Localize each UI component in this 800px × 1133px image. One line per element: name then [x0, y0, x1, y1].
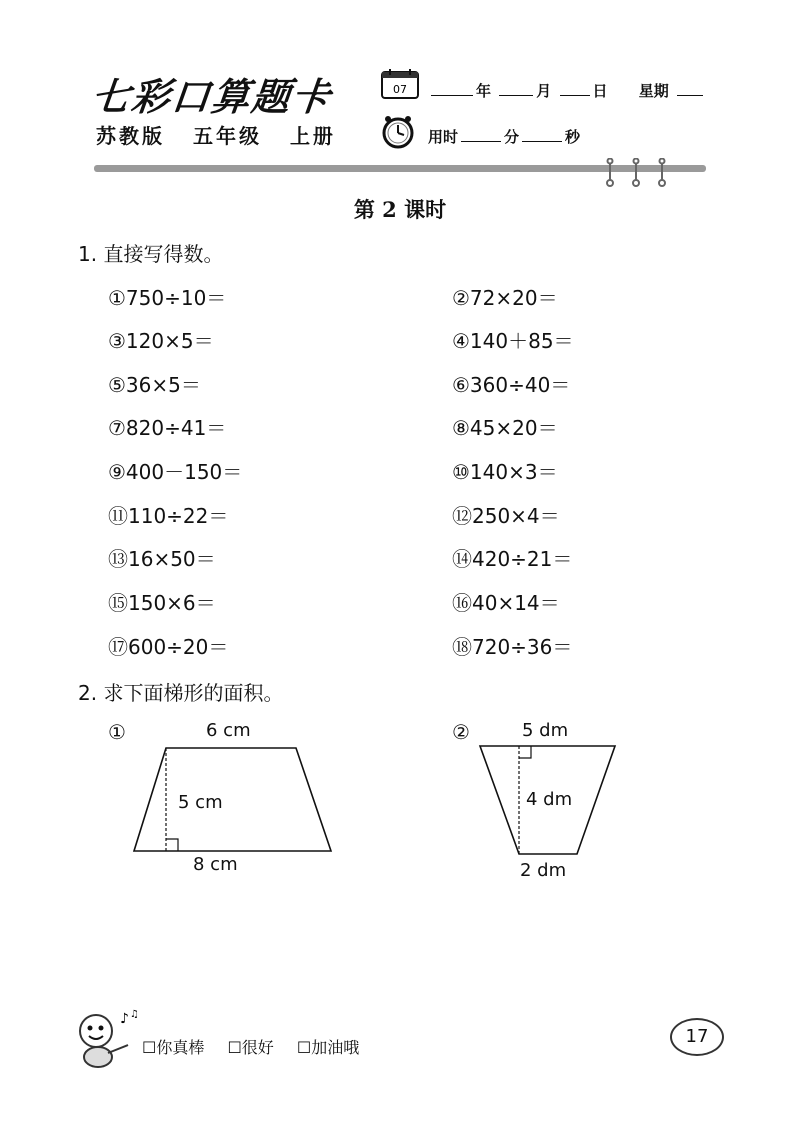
- check-good[interactable]: ☐很好: [227, 1038, 274, 1057]
- trapezoid-1-figure: [130, 745, 336, 855]
- edition-grade: 五年级: [192, 124, 262, 148]
- check-great[interactable]: ☐你真棒: [142, 1038, 205, 1057]
- month-label: 月: [536, 82, 552, 100]
- clock-icon: [380, 114, 416, 150]
- problem-7: ⑦820÷41＝: [108, 416, 227, 440]
- year-blank[interactable]: [431, 81, 473, 96]
- day-blank[interactable]: [560, 81, 590, 96]
- trapezoid-1-top-label: 6 cm: [206, 720, 251, 741]
- check-good-label: 很好: [241, 1038, 274, 1057]
- check-great-label: 你真棒: [156, 1038, 205, 1057]
- minutes-blank[interactable]: [461, 127, 501, 142]
- figure-1-marker: ①: [108, 720, 126, 744]
- weekday-blank[interactable]: [677, 81, 703, 96]
- year-label: 年: [476, 82, 492, 100]
- svg-text:♫: ♫: [130, 1009, 139, 1020]
- problem-5: ⑤36×5＝: [108, 373, 201, 397]
- calendar-label: 07: [393, 83, 407, 96]
- time-fields: [428, 126, 580, 147]
- problem-16: ⑯40×14＝: [452, 591, 560, 615]
- brand-title: 七彩口算题卡: [89, 74, 335, 119]
- problem-4: ④140＋85＝: [452, 329, 574, 353]
- problem-1: ①750÷10＝: [108, 286, 227, 310]
- month-blank[interactable]: [499, 81, 533, 96]
- problem-11: ⑪110÷22＝: [108, 504, 229, 528]
- problem-17: ⑰600÷20＝: [108, 635, 229, 659]
- problem-12: ⑫250×4＝: [452, 504, 560, 528]
- figure-2-marker: ②: [452, 720, 470, 744]
- problem-2: ②72×20＝: [452, 286, 558, 310]
- edition-info: [96, 120, 354, 149]
- mascot-icon: [70, 1005, 140, 1070]
- problem-8: ⑧45×20＝: [452, 416, 558, 440]
- problem-10: ⑩140×3＝: [452, 460, 558, 484]
- svg-text:♪: ♪: [120, 1011, 129, 1027]
- trapezoid-1-bottom-label: 8 cm: [193, 854, 238, 875]
- trapezoid-2-top-label: 5 dm: [522, 720, 569, 741]
- edition-publisher: 苏教版: [96, 124, 165, 148]
- problem-15: ⑮150×6＝: [108, 591, 216, 615]
- problem-13: ⑬16×50＝: [108, 547, 216, 571]
- calendar-icon: [380, 68, 420, 100]
- trapezoid-2-bottom-label: 2 dm: [520, 860, 567, 881]
- day-label: 日: [592, 82, 608, 100]
- check-keep-going[interactable]: ☐加油哦: [296, 1038, 360, 1057]
- binder-rings-icon: [600, 158, 680, 188]
- check-keep-going-label: 加油哦: [311, 1038, 360, 1057]
- problem-9: ⑨400－150＝: [108, 460, 243, 484]
- edition-volume: 上册: [289, 124, 336, 148]
- lesson-title: 第 2 课时: [353, 197, 447, 222]
- seconds-blank[interactable]: [522, 127, 562, 142]
- minute-label: 分: [504, 128, 520, 146]
- problem-6: ⑥360÷40＝: [452, 373, 571, 397]
- trapezoid-2-height-label: 4 dm: [526, 789, 573, 810]
- self-assessment: [142, 1035, 377, 1058]
- problem-18: ⑱720÷36＝: [452, 635, 573, 659]
- time-used-label: 用时: [428, 128, 459, 146]
- problem-3: ③120×5＝: [108, 329, 214, 353]
- weekday-label: 星期: [638, 82, 669, 100]
- question-1-title: 1. 直接写得数。: [78, 242, 224, 266]
- trapezoid-1-height-label: 5 cm: [178, 792, 223, 813]
- second-label: 秒: [565, 128, 581, 146]
- page-number: 17: [670, 1018, 724, 1056]
- problem-14: ⑭420÷21＝: [452, 547, 573, 571]
- question-2-title: 2. 求下面梯形的面积。: [78, 681, 284, 705]
- date-fields: [428, 80, 706, 101]
